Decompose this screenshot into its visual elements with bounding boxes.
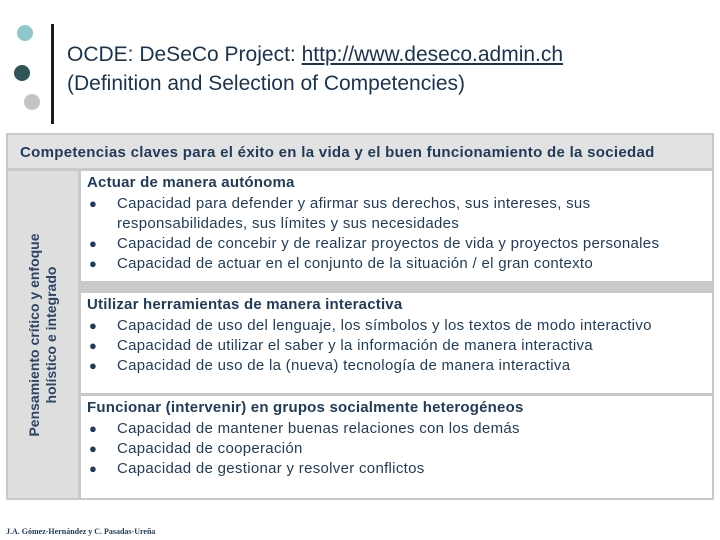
bullet-icon: ● — [89, 421, 98, 436]
list-item — [87, 254, 712, 274]
section-groups — [81, 396, 712, 498]
table-header: Competencias claves para el éxito en la vida y el buen funcionamiento de la sociedad — [8, 135, 712, 168]
bullet-icon: ● — [89, 461, 98, 476]
item-text: Capacidad de mantener buenas relaciones con los demás — [117, 420, 520, 437]
decorative-circle-dark — [14, 65, 30, 81]
list-item — [87, 234, 712, 254]
list-item — [87, 316, 712, 336]
list-item — [87, 194, 712, 234]
list-item — [87, 419, 712, 439]
item-text: Capacidad de gestionar y resolver conflictos — [117, 460, 425, 477]
section-tools — [81, 293, 712, 393]
bullet-icon: ● — [89, 358, 98, 373]
list-item — [87, 356, 712, 376]
title-prefix: OCDE: DeSeCo Project: — [67, 43, 302, 66]
title-divider — [51, 24, 54, 124]
bullet-icon: ● — [89, 236, 98, 251]
bullet-icon: ● — [89, 196, 98, 211]
item-text: Capacidad de actuar en el conjunto de la situación / el gran contexto — [117, 255, 594, 272]
section-title: Funcionar (intervenir) en grupos socialmente heterogéneos — [87, 399, 524, 416]
side-label-line1: Pensamiento crítico y enfoque — [26, 232, 42, 437]
list-item — [87, 459, 712, 479]
section-title: Actuar de manera autónoma — [87, 174, 295, 191]
side-label — [26, 175, 60, 495]
bullet-icon: ● — [89, 318, 98, 333]
item-text: Capacidad de uso de la (nueva) tecnología de manera interactiva — [117, 357, 571, 374]
bullet-icon: ● — [89, 441, 98, 456]
item-text: Capacidad de cooperación — [117, 440, 303, 457]
list-item — [87, 439, 712, 459]
competencies-table — [6, 133, 714, 500]
footer-credit: J.A. Gómez-Hernández y C. Pasadas-Ureña — [6, 527, 156, 536]
section-title: Utilizar herramientas de manera interactiva — [87, 296, 403, 313]
item-text: Capacidad para defender y afirmar sus derechos, sus intereses, sus responsabilidades, sus límites y sus necesidades — [117, 195, 591, 232]
title-line2: (Definition and Selection of Competencies) — [67, 72, 466, 95]
bullet-icon: ● — [89, 256, 98, 271]
bullet-icon: ● — [89, 338, 98, 353]
decorative-circle-teal — [17, 25, 33, 41]
item-text: Capacidad de uso del lenguaje, los símbolos y los textos de modo interactivo — [117, 317, 652, 334]
slide-title — [67, 40, 707, 98]
deseco-link[interactable]: http://www.deseco.admin.ch — [301, 43, 564, 66]
item-text: Capacidad de concebir y de realizar proyectos de vida y proyectos personales — [117, 235, 660, 252]
item-text: Capacidad de utilizar el saber y la información de manera interactiva — [117, 337, 593, 354]
side-label-cell — [8, 171, 78, 498]
decorative-circle-gray — [24, 94, 40, 110]
section-autonomous — [81, 171, 712, 281]
side-label-line2: holístico e integrado — [43, 266, 59, 403]
list-item — [87, 336, 712, 356]
